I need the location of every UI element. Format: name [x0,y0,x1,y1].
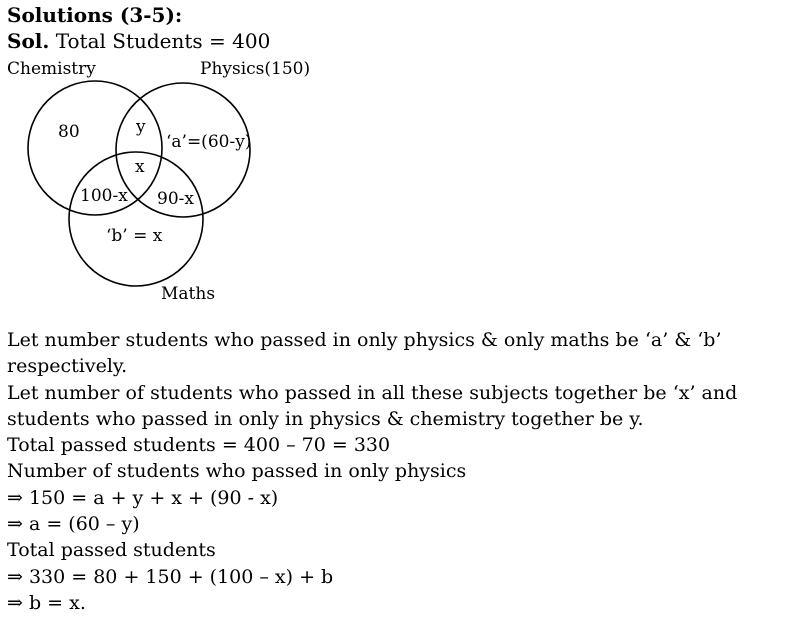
maths-label: Maths [161,284,216,304]
text-line: Total passed students [7,539,216,562]
solutions-heading: Solutions (3-5): [7,3,183,27]
text-line: respectively. [7,355,128,378]
region-maths-only: ‘b’ = x [106,226,163,246]
text-line: ⇒ 150 = a + y + x + (90 - x) [7,486,279,509]
text-line: Number of students who passed in only physics [7,460,467,483]
text-line: Let number students who passed in only physics & only maths be ‘a’ & ‘b’ [7,329,722,351]
sol-prefix: Sol. [7,29,50,53]
physics-label: Physics(150) [200,59,311,79]
total-students-text: Total Students = 400 [55,29,271,53]
region-physics-only: ‘a’=(60-y) [166,132,252,152]
text-line: Total passed students = 400 – 70 = 330 [7,434,391,457]
region-all-three: x [135,157,145,177]
region-chem-phys: y [136,117,146,137]
solution-body [7,327,797,616]
region-chem-maths: 100-x [80,186,128,206]
text-line: ⇒ b = x. [7,591,86,614]
region-phys-maths: 90-x [157,189,194,209]
venn-diagram [0,52,330,310]
chemistry-label: Chemistry [7,59,96,79]
region-chemistry-only: 80 [58,122,80,142]
sol-line [7,28,270,54]
text-line: ⇒ a = (60 – y) [7,513,140,536]
text-line: ⇒ 330 = 80 + 150 + (100 – x) + b [7,565,334,588]
text-line: Let number of students who passed in all these subjects together be ‘x’ and [7,381,738,404]
text-line: students who passed in only in physics & chemistry together be y. [7,407,644,430]
